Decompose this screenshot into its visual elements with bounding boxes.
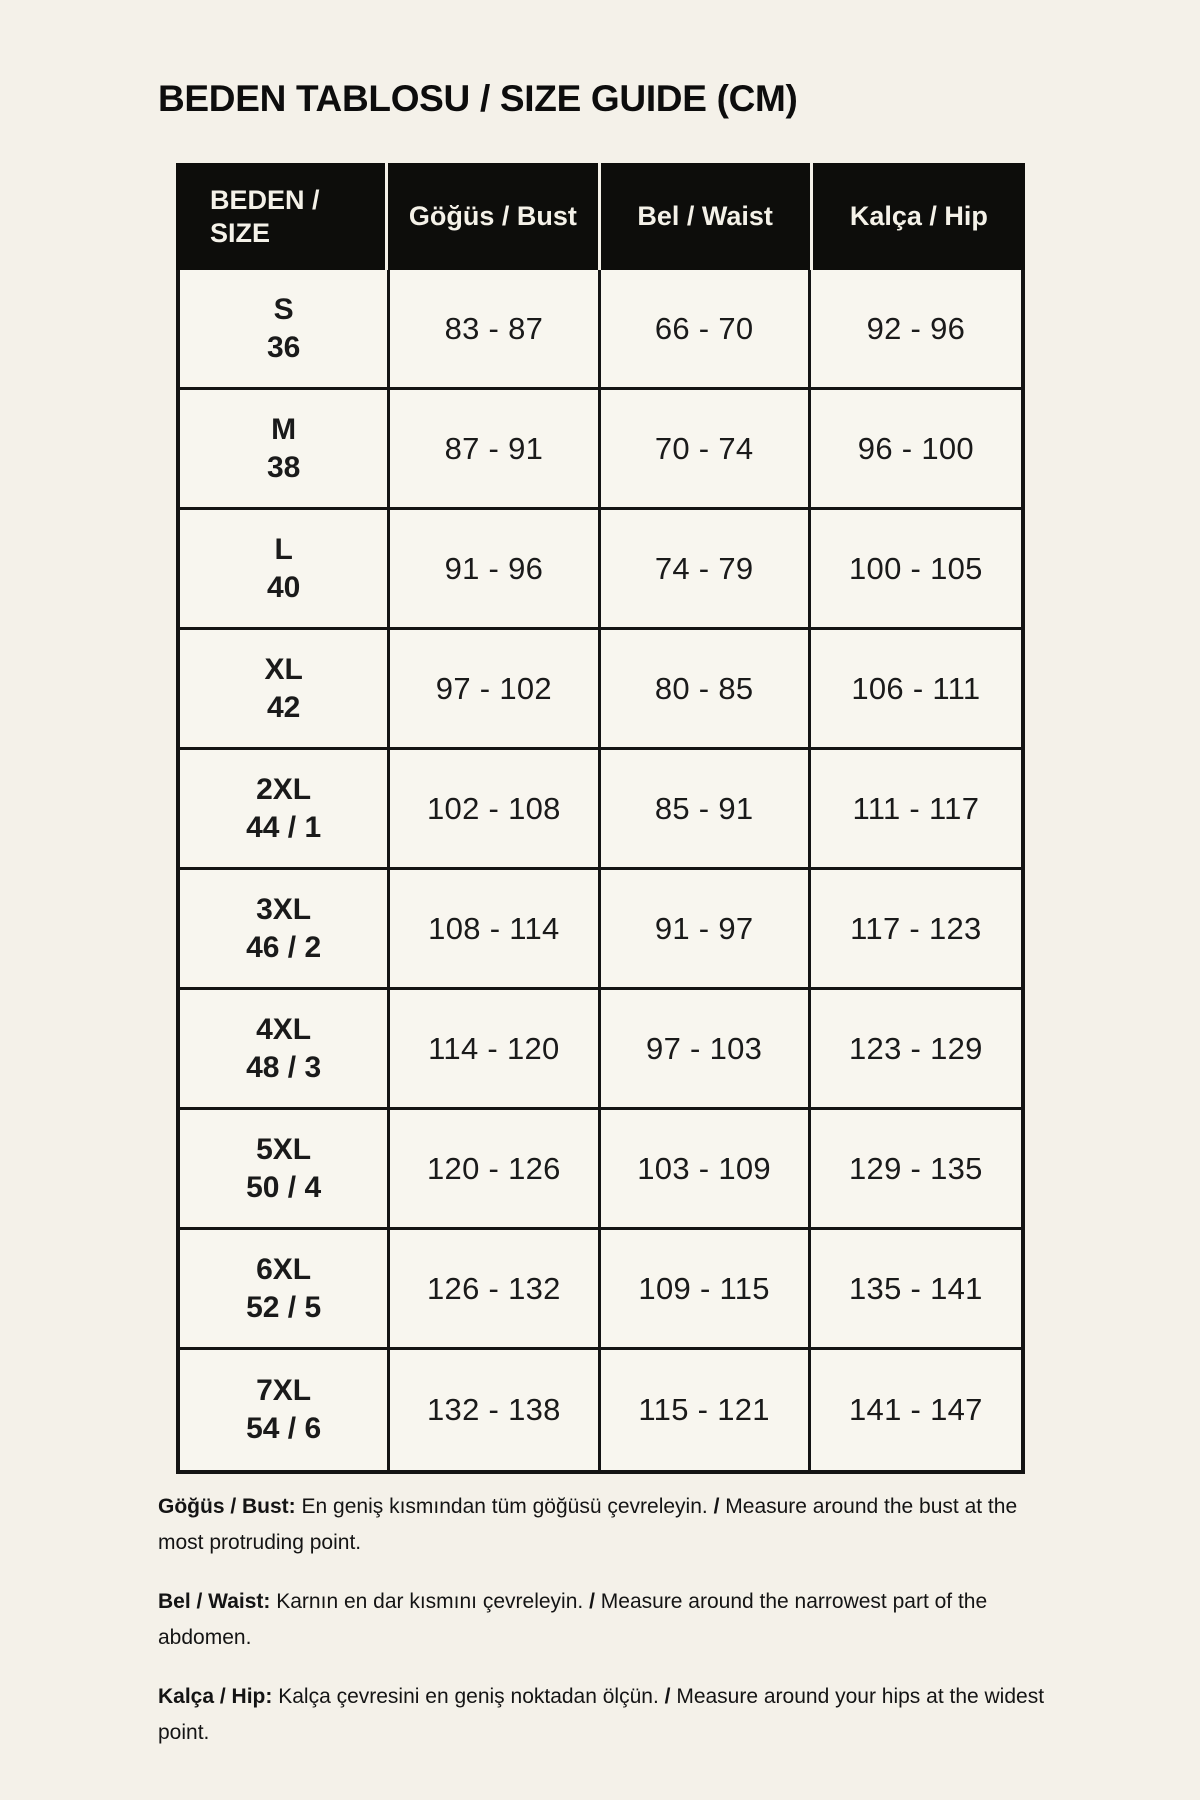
waist-cell: 74 - 79: [601, 510, 811, 627]
hip-cell: 123 - 129: [811, 990, 1021, 1107]
waist-cell: 97 - 103: [601, 990, 811, 1107]
table-row: [180, 1230, 1021, 1350]
size-alt-label: 44 / 1: [246, 810, 322, 844]
size-alt-label: 38: [266, 450, 301, 484]
size-label: XL: [264, 652, 303, 686]
size-alt-label: 52 / 5: [246, 1290, 322, 1324]
measurement-notes: [158, 1489, 1058, 1774]
hip-cell: 117 - 123: [811, 870, 1021, 987]
size-label: 4XL: [256, 1012, 312, 1046]
table-row: [180, 990, 1021, 1110]
size-cell: [180, 270, 390, 387]
note-waist-en: Measure around the narrowest part of the abdomen.: [158, 1590, 988, 1649]
size-cell: [180, 390, 390, 507]
size-cell: [180, 990, 390, 1107]
note-waist-tr: Karnın en dar kısmını çevreleyin.: [276, 1590, 584, 1613]
note-bust-tr: En geniş kısmından tüm göğüsü çevreleyin.: [301, 1495, 708, 1518]
bust-cell: 102 - 108: [390, 750, 600, 867]
size-label: 2XL: [256, 772, 312, 806]
bust-cell: 87 - 91: [390, 390, 600, 507]
size-cell: [180, 870, 390, 987]
note-hip: [158, 1679, 1058, 1751]
hip-cell: 100 - 105: [811, 510, 1021, 627]
bust-cell: 91 - 96: [390, 510, 600, 627]
table-row: [180, 1350, 1021, 1470]
bust-cell: 108 - 114: [390, 870, 600, 987]
header-cell-bust-label: Göğüs / Bust: [408, 201, 577, 231]
size-alt-label: 40: [266, 570, 301, 604]
size-cell: [180, 750, 390, 867]
bust-cell: 120 - 126: [390, 1110, 600, 1227]
note-hip-label: Kalça / Hip:: [158, 1685, 273, 1708]
header-cell-waist: [601, 163, 813, 270]
bust-cell: 126 - 132: [390, 1230, 600, 1347]
bust-cell: 83 - 87: [390, 270, 600, 387]
waist-cell: 70 - 74: [601, 390, 811, 507]
table-row: [180, 750, 1021, 870]
header-cell-hip: [813, 163, 1025, 270]
size-label: S: [273, 292, 294, 326]
size-label: M: [271, 412, 297, 446]
size-cell: [180, 1110, 390, 1227]
hip-cell: 96 - 100: [811, 390, 1021, 507]
size-label: 7XL: [256, 1374, 312, 1407]
table-row: [180, 870, 1021, 990]
size-cell: [180, 1230, 390, 1347]
header-cell-waist-label: Bel / Waist: [637, 201, 773, 231]
hip-cell: 106 - 111: [811, 630, 1021, 747]
table-header-row: [176, 163, 1025, 270]
table-row: [180, 510, 1021, 630]
header-cell-hip-label: Kalça / Hip: [849, 201, 988, 231]
note-waist: [158, 1584, 1058, 1656]
size-label: L: [274, 532, 293, 566]
note-bust-separator: /: [713, 1495, 720, 1518]
hip-cell: 129 - 135: [811, 1110, 1021, 1227]
table-row: [180, 390, 1021, 510]
note-hip-tr: Kalça çevresini en geniş noktadan ölçün.: [278, 1685, 659, 1708]
size-cell: [180, 630, 390, 747]
bust-cell: 97 - 102: [390, 630, 600, 747]
size-alt-label: 46 / 2: [246, 930, 322, 964]
size-label: 6XL: [256, 1252, 312, 1286]
hip-cell: 111 - 117: [811, 750, 1021, 867]
size-alt-label: 48 / 3: [246, 1050, 322, 1084]
bust-cell: 114 - 120: [390, 990, 600, 1107]
waist-cell: 109 - 115: [601, 1230, 811, 1347]
waist-cell: 103 - 109: [601, 1110, 811, 1227]
waist-cell: 91 - 97: [601, 870, 811, 987]
table-body: [176, 270, 1025, 1474]
note-hip-separator: /: [664, 1685, 671, 1708]
note-waist-separator: /: [589, 1590, 595, 1613]
waist-cell: 85 - 91: [601, 750, 811, 867]
hip-cell: 92 - 96: [811, 270, 1021, 387]
header-cell-size: [176, 163, 388, 270]
size-table: [176, 163, 1025, 1474]
hip-cell: 135 - 141: [811, 1230, 1021, 1347]
waist-cell: 115 - 121: [601, 1350, 811, 1470]
table-row: [180, 630, 1021, 750]
note-bust-label: Göğüs / Bust:: [158, 1495, 296, 1518]
note-bust-en: Measure around the bust at the most protruding point.: [158, 1495, 1018, 1554]
note-hip-en: Measure around your hips at the widest point.: [158, 1685, 1045, 1744]
waist-cell: 66 - 70: [601, 270, 811, 387]
size-label: 3XL: [256, 892, 312, 926]
table-row: [180, 1110, 1021, 1230]
note-waist-label: Bel / Waist:: [158, 1590, 271, 1613]
size-label: 5XL: [256, 1132, 312, 1166]
hip-cell: 141 - 147: [811, 1350, 1021, 1470]
size-alt-label: 42: [266, 690, 301, 724]
header-cell-size-label: BEDEN / SIZE: [210, 184, 320, 248]
bust-cell: 132 - 138: [390, 1350, 600, 1470]
table-row: [180, 270, 1021, 390]
note-bust: [158, 1489, 1058, 1561]
size-alt-label: 36: [266, 330, 301, 364]
waist-cell: 80 - 85: [601, 630, 811, 747]
size-cell: [180, 1350, 390, 1470]
page-title: BEDEN TABLOSU / SIZE GUIDE (CM): [158, 78, 798, 119]
size-cell: [180, 510, 390, 627]
size-alt-label: 54 / 6: [246, 1412, 322, 1445]
header-cell-bust: [388, 163, 600, 270]
size-alt-label: 50 / 4: [246, 1170, 322, 1204]
